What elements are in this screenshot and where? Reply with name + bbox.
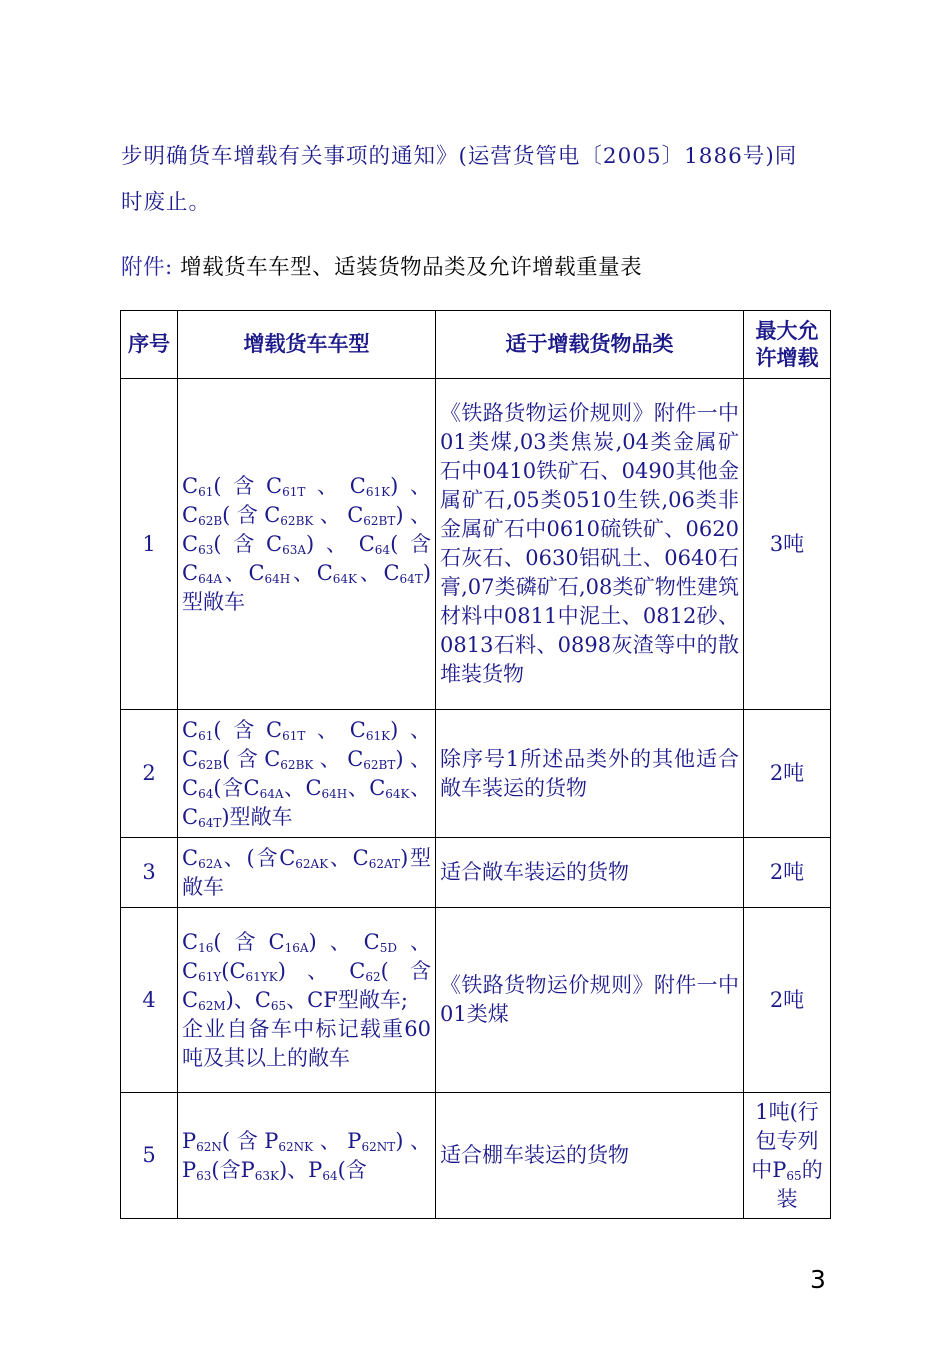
overload-table [120,310,831,1219]
cell-no: 5 [121,1093,178,1219]
cell-no: 3 [121,838,178,908]
cell-goods: 《铁路货物运价规则》附件一中01类煤 [436,908,744,1093]
cell-max: 2吨 [744,710,831,838]
cell-goods: 《铁路货物运价规则》附件一中01类煤,03类焦炭,04类金属矿石中0410铁矿石、0490其他金属矿石,05类0510生铁,06类非金属矿石中0610硫铁矿、0620石灰石、0630铝矾土、0640石膏,07类磷矿石,08类矿物性建筑材料中0811中泥土、0812砂、0813石料、0898灰渣等中的散堆装货物 [436,379,744,710]
table-row [121,1093,831,1219]
cell-goods: 适合敞车装运的货物 [436,838,744,908]
page-number: 3 [810,1265,826,1294]
body-paragraph [121,134,833,226]
attachment-heading [121,245,642,291]
header-max: 最大允许增载 [744,311,831,379]
cell-no: 4 [121,908,178,1093]
table-row [121,379,831,710]
table-header-row [121,311,831,379]
cell-max: 2吨 [744,908,831,1093]
paragraph-line: 时废止。 [121,190,212,215]
cell-no: 1 [121,379,178,710]
cell-model: $C_{62A}$、(含$C_{62AK}$、$C_{62AT}$)型敞车 [178,838,436,908]
cell-max: 3吨 [744,379,831,710]
cell-no: 2 [121,710,178,838]
cell-max: 2吨 [744,838,831,908]
cell-max: 1吨(行包专列中$P_{65}$的装 [744,1093,831,1219]
paragraph-line: 步明确货车增载有关事项的通知》(运营货管电〔2005〕1886号)同 [121,144,798,169]
table-row [121,710,831,838]
attachment-label: 附件: [121,255,173,280]
table-row [121,908,831,1093]
cell-goods: 除序号1所述品类外的其他适合敞车装运的货物 [436,710,744,838]
attachment-title: 增载货车车型、适装货物品类及允许增载重量表 [180,255,643,280]
table-row [121,838,831,908]
cell-model: $C_{16}$(含$C_{16A}$)、$C_{5D}$、$C_{61Y}(C_{61YK})$、$C_{62}$(含$C_{62M}$)、$C_{65}$、CF型敞车; 企业自备车中标记载重60吨及其以上的敞车 [178,908,436,1093]
header-model: 增载货车车型 [178,311,436,379]
cell-model: $P_{62N}$(含$P_{62NK}$、$P_{62NT}$)、$P_{63}$(含$P_{63K}$)、$P_{64}$(含 [178,1093,436,1219]
cell-model: $C_{61}$(含$C_{61T}$、$C_{61K}$)、$C_{62B}$(含$C_{62BK}$、$C_{62BT}$)、$C_{64}$(含$C_{64A}$、$C_{64H}$、$C_{64K}$、$C_{64T}$)型敞车 [178,710,436,838]
cell-model: $C_{61}$(含$C_{61T}$、$C_{61K}$)、$C_{62B}$(含$C_{62BK}$、$C_{62BT}$)、$C_{63}$(含$C_{63A}$)、$C_{64}$(含$C_{64A}$、$C_{64H}$、$C_{64K}$、$C_{64T}$)型敞车 [178,379,436,710]
cell-goods: 适合棚车装运的货物 [436,1093,744,1219]
header-no: 序号 [121,311,178,379]
header-goods: 适于增载货物品类 [436,311,744,379]
